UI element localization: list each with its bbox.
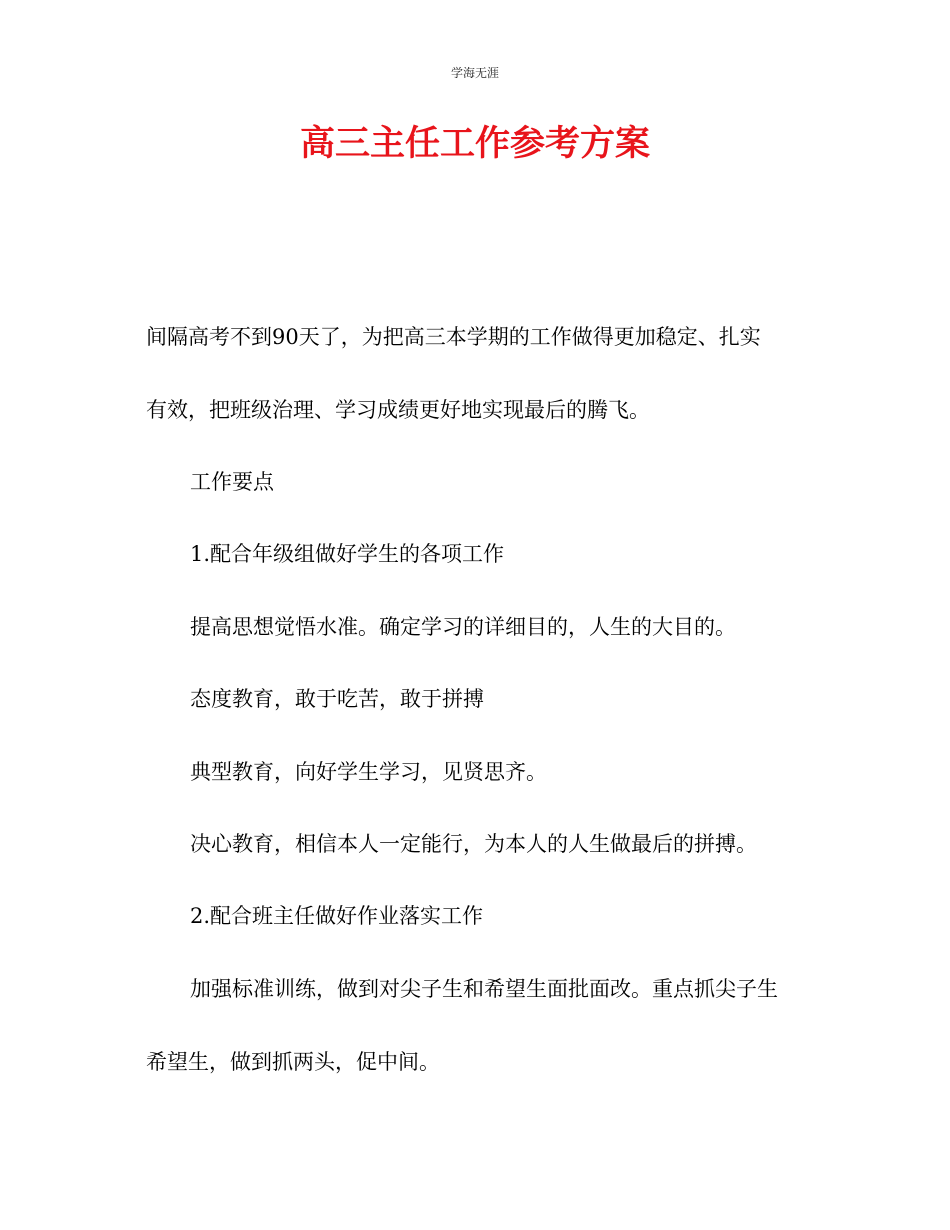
paragraph-line-3: 提高思想觉悟水准。确定学习的详细目的，人生的大目的。	[190, 615, 736, 639]
paragraph-line-8: 希望生，做到抓两头，促中间。	[146, 1050, 440, 1074]
list-item-1-heading: 1.配合年级组做好学生的各项工作	[190, 542, 505, 566]
paragraph-line-7: 加强标准训练，做到对尖子生和希望生面批面改。重点抓尖子生	[190, 977, 778, 1001]
section-heading: 工作要点	[190, 470, 274, 494]
document-title: 高三主任工作参考方案	[299, 124, 650, 164]
paragraph-line-6: 决心教育，相信本人一定能行，为本人的人生做最后的拼搏。	[190, 832, 757, 856]
paragraph-line-2: 有效，把班级治理、学习成绩更好地实现最后的腾飞。	[146, 398, 650, 422]
paragraph-line-5: 典型教育，向好学生学习，见贤思齐。	[190, 760, 547, 784]
list-item-2-heading: 2.配合班主任做好作业落实工作	[190, 904, 484, 928]
paragraph-line-4: 态度教育，敢于吃苦，敢于拼搏	[190, 687, 484, 711]
page-header: 学海无涯	[450, 66, 499, 80]
paragraph-line-1: 间隔高考不到90天了，为把高三本学期的工作做得更加稳定、扎实	[146, 325, 761, 349]
